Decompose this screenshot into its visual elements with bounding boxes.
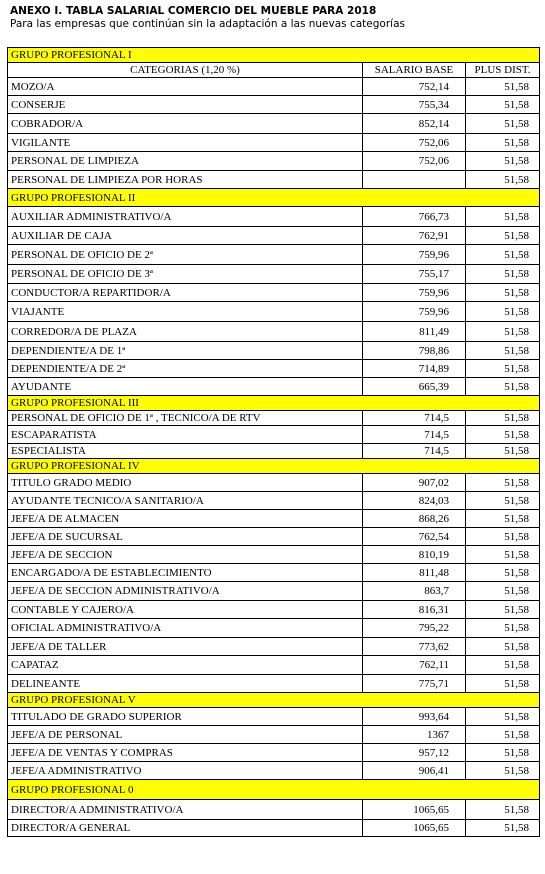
table-row <box>8 726 540 744</box>
plus-cell: 51,58 <box>466 564 540 582</box>
table-row <box>8 675 540 693</box>
category-cell: ESPECIALISTA <box>8 444 363 459</box>
plus-cell: 51,58 <box>466 492 540 510</box>
salary-cell: 759,96 <box>363 284 466 302</box>
plus-cell: 51,58 <box>466 134 540 152</box>
plus-cell: 51,58 <box>466 114 540 134</box>
salary-cell: 775,71 <box>363 675 466 693</box>
category-cell: JEFE/A DE TALLER <box>8 638 363 656</box>
category-cell: JEFE/A DE SUCURSAL <box>8 528 363 546</box>
category-cell: OFICIAL ADMINISTRATIVO/A <box>8 619 363 638</box>
table-row <box>8 114 540 134</box>
plus-cell: 51,58 <box>466 744 540 762</box>
table-row <box>8 134 540 152</box>
table-row <box>8 492 540 510</box>
category-cell: CONSERJE <box>8 96 363 114</box>
category-cell: DIRECTOR/A GENERAL <box>8 820 363 837</box>
table-row <box>8 378 540 396</box>
plus-cell: 51,58 <box>466 619 540 638</box>
salary-cell: 714,89 <box>363 360 466 378</box>
plus-cell: 51,58 <box>466 227 540 245</box>
category-cell: AUXILIAR ADMINISTRATIVO/A <box>8 207 363 227</box>
salary-cell: 1367 <box>363 726 466 744</box>
table-row <box>8 619 540 638</box>
table-row <box>8 96 540 114</box>
group-row <box>8 459 540 474</box>
table-row <box>8 245 540 265</box>
table-row <box>8 582 540 601</box>
plus-cell: 51,58 <box>466 207 540 227</box>
column-header-categorias: CATEGORIAS (1,20 %) <box>8 63 363 78</box>
plus-cell: 51,58 <box>466 528 540 546</box>
salary-cell: 907,02 <box>363 474 466 492</box>
category-cell: CORREDOR/A DE PLAZA <box>8 322 363 342</box>
plus-cell: 51,58 <box>466 762 540 780</box>
salary-cell: 762,54 <box>363 528 466 546</box>
table-row <box>8 444 540 459</box>
table-row <box>8 820 540 837</box>
table-row <box>8 171 540 189</box>
category-cell: ENCARGADO/A DE ESTABLECIMIENTO <box>8 564 363 582</box>
plus-cell: 51,58 <box>466 360 540 378</box>
salary-cell: 1065,65 <box>363 820 466 837</box>
salary-cell: 773,62 <box>363 638 466 656</box>
table-row <box>8 800 540 820</box>
plus-cell: 51,58 <box>466 675 540 693</box>
table-row <box>8 322 540 342</box>
category-cell: AYUDANTE TECNICO/A SANITARIO/A <box>8 492 363 510</box>
category-cell: PERSONAL DE LIMPIEZA <box>8 152 363 171</box>
table-row <box>8 601 540 619</box>
category-cell: PERSONAL DE OFICIO DE 3ª <box>8 265 363 284</box>
plus-cell: 51,58 <box>466 245 540 265</box>
group-row <box>8 693 540 708</box>
category-cell: CAPATAZ <box>8 656 363 675</box>
salary-cell: 795,22 <box>363 619 466 638</box>
salary-cell: 665,39 <box>363 378 466 396</box>
table-row <box>8 207 540 227</box>
plus-cell: 51,58 <box>466 322 540 342</box>
table-row <box>8 411 540 426</box>
salary-cell: 755,34 <box>363 96 466 114</box>
table-row <box>8 78 540 96</box>
salary-cell: 868,26 <box>363 510 466 528</box>
plus-cell: 51,58 <box>466 708 540 726</box>
plus-cell: 51,58 <box>466 265 540 284</box>
category-cell: DEPENDIENTE/A DE 2ª <box>8 360 363 378</box>
table-row <box>8 656 540 675</box>
salary-cell <box>363 171 466 189</box>
salary-cell: 759,96 <box>363 245 466 265</box>
category-cell: DEPENDIENTE/A DE 1ª <box>8 342 363 360</box>
category-cell: PERSONAL DE OFICIO DE 1ª , TECNICO/A DE RTV <box>8 411 363 426</box>
category-cell: VIAJANTE <box>8 302 363 322</box>
plus-cell: 51,58 <box>466 800 540 820</box>
document-title: ANEXO I. TABLA SALARIAL COMERCIO DEL MUEBLE PARA 2018 <box>10 5 377 17</box>
category-cell: COBRADOR/A <box>8 114 363 134</box>
group-label: GRUPO PROFESIONAL IV <box>8 459 540 474</box>
category-cell: AUXILIAR DE CAJA <box>8 227 363 245</box>
salary-cell: 863,7 <box>363 582 466 601</box>
table-row <box>8 227 540 245</box>
category-cell: JEFE/A DE SECCION <box>8 546 363 564</box>
plus-cell: 51,58 <box>466 582 540 601</box>
plus-cell: 51,58 <box>466 342 540 360</box>
plus-cell: 51,58 <box>466 78 540 96</box>
table-row <box>8 265 540 284</box>
group-row <box>8 189 540 207</box>
category-cell: PERSONAL DE LIMPIEZA POR HORAS <box>8 171 363 189</box>
table-row <box>8 342 540 360</box>
category-cell: TITULADO DE GRADO SUPERIOR <box>8 708 363 726</box>
table-row <box>8 426 540 444</box>
table-row <box>8 564 540 582</box>
document-subtitle: Para las empresas que continúan sin la adaptación a las nuevas categorías <box>10 18 405 30</box>
category-cell: AYUDANTE <box>8 378 363 396</box>
category-cell: JEFE/A DE SECCION ADMINISTRATIVO/A <box>8 582 363 601</box>
salary-cell: 755,17 <box>363 265 466 284</box>
plus-cell: 51,58 <box>466 656 540 675</box>
category-cell: MOZO/A <box>8 78 363 96</box>
table-row <box>8 474 540 492</box>
category-cell: JEFE/A DE PERSONAL <box>8 726 363 744</box>
salary-cell: 762,11 <box>363 656 466 675</box>
salary-cell: 811,49 <box>363 322 466 342</box>
group-label: GRUPO PROFESIONAL 0 <box>8 780 540 800</box>
category-cell: DELINEANTE <box>8 675 363 693</box>
salary-cell: 714,5 <box>363 444 466 459</box>
column-header-row <box>8 63 540 78</box>
plus-cell: 51,58 <box>466 601 540 619</box>
salary-cell: 810,19 <box>363 546 466 564</box>
salary-cell: 752,06 <box>363 134 466 152</box>
category-cell: VIGILANTE <box>8 134 363 152</box>
plus-cell: 51,58 <box>466 820 540 837</box>
category-cell: TITULO GRADO MEDIO <box>8 474 363 492</box>
table-row <box>8 638 540 656</box>
salary-table <box>7 47 540 837</box>
plus-cell: 51,58 <box>466 726 540 744</box>
salary-cell: 906,41 <box>363 762 466 780</box>
category-cell: DIRECTOR/A ADMINISTRATIVO/A <box>8 800 363 820</box>
salary-cell: 752,14 <box>363 78 466 96</box>
column-header-salario: SALARIO BASE <box>363 63 466 78</box>
category-cell: PERSONAL DE OFICIO DE 2ª <box>8 245 363 265</box>
salary-cell: 762,91 <box>363 227 466 245</box>
group-row <box>8 396 540 411</box>
plus-cell: 51,58 <box>466 474 540 492</box>
plus-cell: 51,58 <box>466 426 540 444</box>
column-header-plus: PLUS DIST. <box>466 63 540 78</box>
plus-cell: 51,58 <box>466 546 540 564</box>
table-row <box>8 302 540 322</box>
salary-cell: 993,64 <box>363 708 466 726</box>
salary-cell: 759,96 <box>363 302 466 322</box>
group-label: GRUPO PROFESIONAL II <box>8 189 540 207</box>
salary-cell: 957,12 <box>363 744 466 762</box>
salary-cell: 714,5 <box>363 426 466 444</box>
table-row <box>8 284 540 302</box>
salary-cell: 798,86 <box>363 342 466 360</box>
salary-cell: 752,06 <box>363 152 466 171</box>
table-row <box>8 510 540 528</box>
group-label: GRUPO PROFESIONAL V <box>8 693 540 708</box>
plus-cell: 51,58 <box>466 96 540 114</box>
group-row <box>8 780 540 800</box>
salary-cell: 811,48 <box>363 564 466 582</box>
table-row <box>8 152 540 171</box>
plus-cell: 51,58 <box>466 302 540 322</box>
category-cell: CONDUCTOR/A REPARTIDOR/A <box>8 284 363 302</box>
category-cell: ESCAPARATISTA <box>8 426 363 444</box>
salary-table-body <box>8 48 540 837</box>
category-cell: CONTABLE Y CAJERO/A <box>8 601 363 619</box>
category-cell: JEFE/A DE VENTAS Y COMPRAS <box>8 744 363 762</box>
category-cell: JEFE/A DE ALMACEN <box>8 510 363 528</box>
document-header <box>10 5 540 31</box>
group-label: GRUPO PROFESIONAL III <box>8 396 540 411</box>
table-row <box>8 762 540 780</box>
plus-cell: 51,58 <box>466 411 540 426</box>
table-row <box>8 708 540 726</box>
plus-cell: 51,58 <box>466 378 540 396</box>
plus-cell: 51,58 <box>466 152 540 171</box>
table-row <box>8 528 540 546</box>
plus-cell: 51,58 <box>466 171 540 189</box>
table-row <box>8 744 540 762</box>
plus-cell: 51,58 <box>466 444 540 459</box>
plus-cell: 51,58 <box>466 284 540 302</box>
table-row <box>8 546 540 564</box>
salary-cell: 714,5 <box>363 411 466 426</box>
plus-cell: 51,58 <box>466 510 540 528</box>
salary-cell: 852,14 <box>363 114 466 134</box>
plus-cell: 51,58 <box>466 638 540 656</box>
salary-cell: 1065,65 <box>363 800 466 820</box>
salary-cell: 816,31 <box>363 601 466 619</box>
group-label: GRUPO PROFESIONAL I <box>8 48 540 63</box>
salary-cell: 766,73 <box>363 207 466 227</box>
group-row <box>8 48 540 63</box>
salary-cell: 824,03 <box>363 492 466 510</box>
category-cell: JEFE/A ADMINISTRATIVO <box>8 762 363 780</box>
table-row <box>8 360 540 378</box>
